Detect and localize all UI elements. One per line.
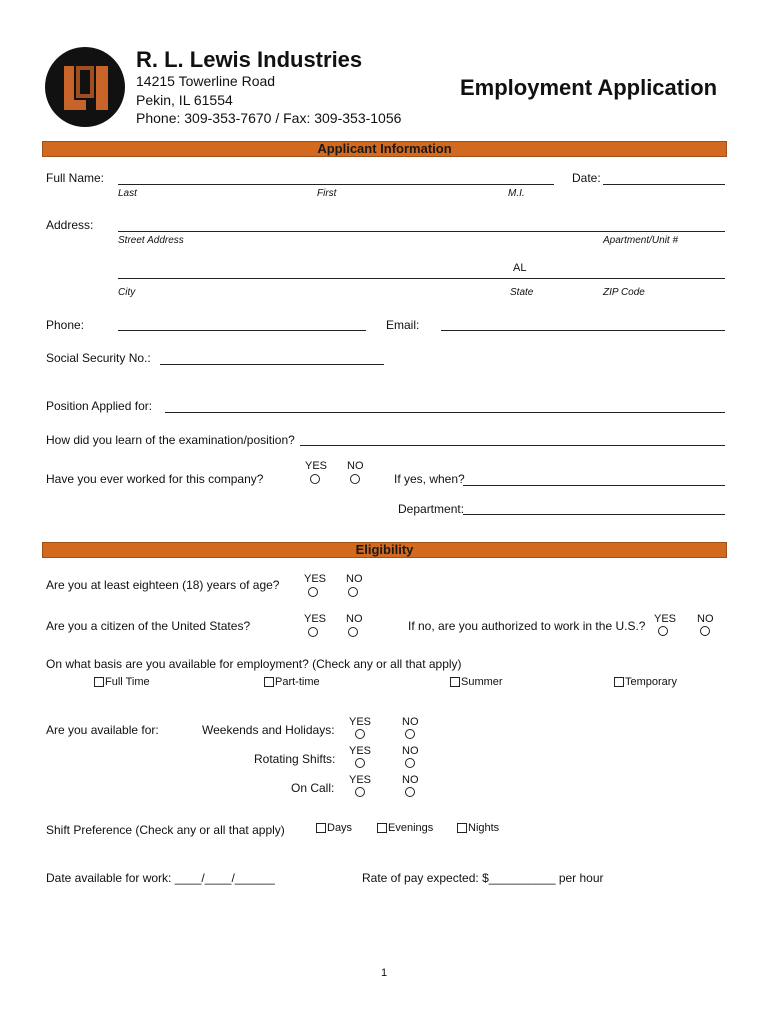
temporary-checkbox[interactable] (614, 677, 624, 687)
worked-no-label: NO (347, 460, 364, 472)
rate-label: Rate of pay expected: $__________ per hour (362, 871, 604, 885)
date-available-label: Date available for work: ____/____/______ (46, 871, 275, 885)
worked-no-radio[interactable] (350, 474, 360, 484)
authorized-no-label: NO (697, 613, 714, 625)
street-caption: Street Address (118, 235, 184, 246)
company-address: 14215 Towerline Road (136, 73, 276, 89)
department-label: Department: (398, 502, 465, 516)
oncall-yes-label: YES (349, 774, 372, 786)
evenings-label: Evenings (388, 822, 434, 834)
oncall-yes-radio[interactable] (355, 787, 365, 797)
summer-label: Summer (461, 676, 503, 688)
age-yes-label: YES (304, 573, 327, 585)
part-time-checkbox[interactable] (264, 677, 274, 687)
full-name-field[interactable] (118, 184, 554, 185)
rotating-yes-radio[interactable] (355, 758, 365, 768)
authorized-question: If no, are you authorized to work in the U.S.? (408, 619, 646, 633)
worked-yes-radio[interactable] (310, 474, 320, 484)
mi-caption: M.I. (508, 188, 525, 199)
phone-field[interactable] (118, 330, 366, 331)
if-yes-label: If yes, when? (394, 472, 465, 486)
company-name: R. L. Lewis Industries (136, 47, 363, 72)
if-yes-field[interactable] (463, 485, 725, 486)
address-label: Address: (46, 218, 94, 232)
rotating-no-radio[interactable] (405, 758, 415, 768)
first-caption: First (317, 188, 337, 199)
city-state-zip-field[interactable] (118, 278, 725, 279)
age-question: Are you at least eighteen (18) years of age? (46, 578, 280, 592)
company-phone: Phone: 309-353-7670 / Fax: 309-353-1056 (136, 110, 402, 126)
weekends-yes-radio[interactable] (355, 729, 365, 739)
department-field[interactable] (463, 514, 725, 515)
oncall-no-label: NO (402, 774, 419, 786)
zip-caption: ZIP Code (603, 287, 645, 298)
weekends-no-label: NO (402, 716, 419, 728)
citizen-yes-radio[interactable] (308, 627, 318, 637)
nights-label: Nights (468, 822, 500, 834)
page-number: 1 (381, 967, 388, 979)
citizen-yes-label: YES (304, 613, 327, 625)
authorized-yes-label: YES (654, 613, 677, 625)
company-city: Pekin, IL 61554 (136, 92, 233, 108)
full-time-checkbox[interactable] (94, 677, 104, 687)
temporary-label: Temporary (625, 676, 677, 688)
form-title: Employment Application (460, 75, 718, 100)
state-caption: State (510, 287, 534, 298)
date-field[interactable] (603, 184, 725, 185)
date-label: Date: (572, 171, 601, 185)
full-time-label: Full Time (105, 676, 150, 688)
weekends-no-radio[interactable] (405, 729, 415, 739)
learn-field[interactable] (300, 445, 725, 446)
position-label: Position Applied for: (46, 399, 153, 413)
apt-caption: Apartment/Unit # (603, 235, 679, 246)
weekends-label: Weekends and Holidays: (202, 723, 335, 737)
summer-checkbox[interactable] (450, 677, 460, 687)
basis-question: On what basis are you available for employment? (Check any or all that apply) (46, 657, 462, 671)
citizen-no-label: NO (346, 613, 363, 625)
state-value: AL (513, 262, 527, 274)
last-caption: Last (118, 188, 137, 199)
authorized-no-radio[interactable] (700, 626, 710, 636)
authorized-yes-radio[interactable] (658, 626, 668, 636)
oncall-no-radio[interactable] (405, 787, 415, 797)
worked-yes-label: YES (305, 460, 328, 472)
email-label: Email: (386, 318, 420, 332)
learn-label: How did you learn of the examination/position? (46, 433, 295, 447)
full-name-label: Full Name: (46, 171, 105, 185)
nights-checkbox[interactable] (457, 823, 467, 833)
worked-label: Have you ever worked for this company? (46, 472, 264, 486)
rotating-yes-label: YES (349, 745, 372, 757)
applicant-section-header: Applicant Information (42, 141, 727, 157)
city-caption: City (118, 287, 136, 298)
ssn-field[interactable] (160, 364, 384, 365)
oncall-label: On Call: (291, 781, 335, 795)
rotating-label: Rotating Shifts: (254, 752, 336, 766)
citizen-question: Are you a citizen of the United States? (46, 619, 251, 633)
position-field[interactable] (165, 412, 725, 413)
street-address-field[interactable] (118, 231, 725, 232)
citizen-no-radio[interactable] (348, 627, 358, 637)
eligibility-section-header: Eligibility (42, 542, 727, 558)
evenings-checkbox[interactable] (377, 823, 387, 833)
weekends-yes-label: YES (349, 716, 372, 728)
phone-label: Phone: (46, 318, 85, 332)
age-no-label: NO (346, 573, 363, 585)
days-checkbox[interactable] (316, 823, 326, 833)
age-yes-radio[interactable] (308, 587, 318, 597)
available-for-label: Are you available for: (46, 723, 159, 737)
email-field[interactable] (441, 330, 725, 331)
company-logo (44, 46, 126, 128)
part-time-label: Part-time (275, 676, 320, 688)
age-no-radio[interactable] (348, 587, 358, 597)
ssn-label: Social Security No.: (46, 351, 151, 365)
shift-pref-label: Shift Preference (Check any or all that apply) (46, 823, 285, 837)
rotating-no-label: NO (402, 745, 419, 757)
days-label: Days (327, 822, 353, 834)
